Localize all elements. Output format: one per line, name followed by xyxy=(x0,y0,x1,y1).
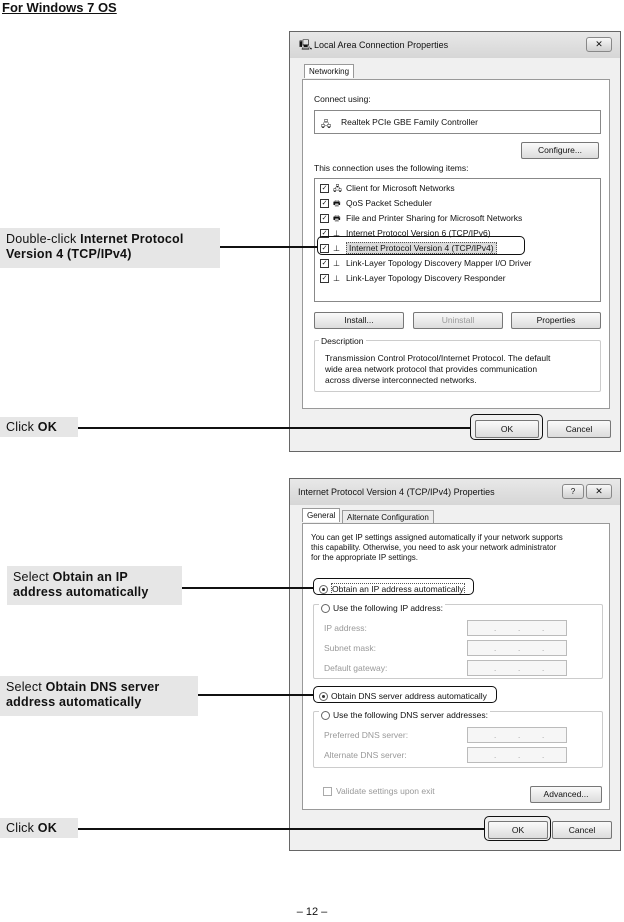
close-button[interactable]: ✕ xyxy=(586,37,612,52)
ok-button[interactable]: OK xyxy=(488,821,548,839)
general-panel xyxy=(302,523,610,810)
default-gateway-label: Default gateway: xyxy=(324,663,388,673)
service-icon: 🖶 xyxy=(333,214,341,224)
tab-networking[interactable]: Networking xyxy=(304,64,354,78)
ipv4-properties-dialog xyxy=(289,478,621,851)
configure-button[interactable]: Configure... xyxy=(521,142,599,159)
callout-line xyxy=(220,246,317,248)
callout-line xyxy=(78,427,470,429)
preferred-dns-label: Preferred DNS server: xyxy=(324,730,409,740)
protocol-icon: ⊥ xyxy=(333,274,340,284)
properties-button[interactable]: Properties xyxy=(511,312,601,329)
list-item[interactable]: ✓ 🖶 QoS Packet Scheduler xyxy=(321,198,432,209)
validate-checkbox[interactable]: Validate settings upon exit xyxy=(323,786,435,796)
alternate-dns-label: Alternate DNS server: xyxy=(324,750,407,760)
ip-address-label: IP address: xyxy=(324,623,367,633)
description-label: Description xyxy=(321,336,364,346)
cancel-button[interactable]: Cancel xyxy=(547,420,611,438)
highlight-ipv4 xyxy=(317,236,525,255)
list-item-ipv4-selected[interactable]: ✓ ⊥ Internet Protocol Version 4 (TCP/IPv4) xyxy=(320,242,497,255)
highlight-obtain-dns xyxy=(313,686,497,703)
ip-address-group xyxy=(313,604,603,679)
protocol-icon: ⊥ xyxy=(333,244,340,254)
protocol-icon: ⊥ xyxy=(333,259,340,269)
help-button[interactable]: ? xyxy=(562,484,584,499)
list-item[interactable]: ✓ ⊥ Link-Layer Topology Discovery Mapper I/O Driver xyxy=(321,258,532,269)
tab-general[interactable]: General xyxy=(302,508,340,522)
description-line: across diverse interconnected networks. xyxy=(325,375,477,385)
dialog-title: Internet Protocol Version 4 (TCP/IPv4) Properties xyxy=(298,487,495,497)
uninstall-button[interactable]: Uninstall xyxy=(413,312,503,329)
list-item[interactable]: ✓ 🖧 Client for Microsoft Networks xyxy=(321,183,455,194)
description-line: wide area network protocol that provides communication xyxy=(325,364,538,374)
callout-double-click-ipv4: Double-click Internet Protocol Version 4 (TCP/IPv4) xyxy=(0,228,220,268)
list-item[interactable]: ✓ ⊥ Link-Layer Topology Discovery Responder xyxy=(321,273,506,284)
items-label: This connection uses the following items: xyxy=(314,163,469,173)
checkbox[interactable]: ✓ xyxy=(321,200,328,208)
install-button[interactable]: Install... xyxy=(314,312,404,329)
highlight-ok-2 xyxy=(484,816,551,841)
tab-alternate-configuration[interactable]: Alternate Configuration xyxy=(342,510,434,524)
radio-icon xyxy=(321,711,330,720)
callout-select-obtain-ip: Select Obtain an IP address automatically xyxy=(7,566,182,605)
ok-button[interactable]: OK xyxy=(475,420,539,438)
checkbox[interactable]: ✓ xyxy=(321,245,328,253)
default-gateway-input[interactable]: . . . xyxy=(467,660,567,676)
checkbox[interactable]: ✓ xyxy=(321,185,328,193)
obtain-dns-radio[interactable]: Obtain DNS server address automatically xyxy=(319,691,487,701)
protocol-icon: ⊥ xyxy=(333,229,340,239)
list-item[interactable]: ✓ 🖶 File and Printer Sharing for Microsoft Networks xyxy=(321,213,523,224)
description-group xyxy=(314,336,601,392)
checkbox[interactable]: ✓ xyxy=(321,275,328,283)
obtain-ip-radio[interactable]: Obtain an IP address automatically xyxy=(319,584,465,594)
subnet-mask-label: Subnet mask: xyxy=(324,643,376,653)
radio-icon xyxy=(321,604,330,613)
advanced-button[interactable]: Advanced... xyxy=(530,786,602,803)
close-button[interactable]: ✕ xyxy=(586,484,612,499)
checkbox[interactable]: ✓ xyxy=(321,260,328,268)
subnet-mask-input[interactable]: . . . xyxy=(467,640,567,656)
list-item[interactable]: ✓ ⊥ Internet Protocol Version 6 (TCP/IPv6) xyxy=(321,228,491,239)
checkbox[interactable]: ✓ xyxy=(321,215,328,223)
checkbox[interactable]: ✓ xyxy=(321,230,328,238)
preferred-dns-input[interactable]: . . . xyxy=(467,727,567,743)
connect-using-label: Connect using: xyxy=(314,94,371,104)
highlight-ok-1 xyxy=(470,414,543,440)
alternate-dns-input[interactable]: . . . xyxy=(467,747,567,763)
callout-click-ok-2: Click OK xyxy=(0,818,78,838)
use-dns-radio[interactable]: Use the following DNS server addresses: xyxy=(319,710,490,720)
intro-line: for the appropriate IP settings. xyxy=(311,553,419,562)
adapter-box xyxy=(314,110,601,134)
dialog-title: Local Area Connection Properties xyxy=(314,40,449,50)
title-bar xyxy=(290,32,620,58)
title-bar xyxy=(290,479,620,505)
callout-line xyxy=(198,694,313,696)
cancel-button[interactable]: Cancel xyxy=(552,821,612,839)
ip-address-input[interactable]: . . . xyxy=(467,620,567,636)
dns-group xyxy=(313,711,603,768)
callout-line xyxy=(78,828,484,830)
callout-select-obtain-dns: Select Obtain DNS server address automatically xyxy=(0,676,198,716)
client-icon: 🖧 xyxy=(333,184,342,194)
page-heading: For Windows 7 OS xyxy=(2,0,117,15)
intro-line: You can get IP settings assigned automatically if your network supports xyxy=(311,533,563,542)
adapter-name: Realtek PCIe GBE Family Controller xyxy=(341,117,478,127)
description-line: Transmission Control Protocol/Internet Protocol. The default xyxy=(325,353,551,363)
checkbox xyxy=(323,787,332,796)
highlight-obtain-ip xyxy=(313,578,474,595)
intro-line: this capability. Otherwise, you need to ask your network administrator xyxy=(311,543,557,552)
service-icon: 🖶 xyxy=(333,199,341,209)
callout-line xyxy=(182,587,313,589)
use-ip-radio[interactable]: Use the following IP address: xyxy=(319,603,445,613)
page-number: – 12 – xyxy=(296,906,328,918)
network-icon: 🖳 xyxy=(299,40,313,51)
adapter-icon: 🖧 xyxy=(321,119,332,129)
callout-click-ok-1: Click OK xyxy=(0,417,78,437)
